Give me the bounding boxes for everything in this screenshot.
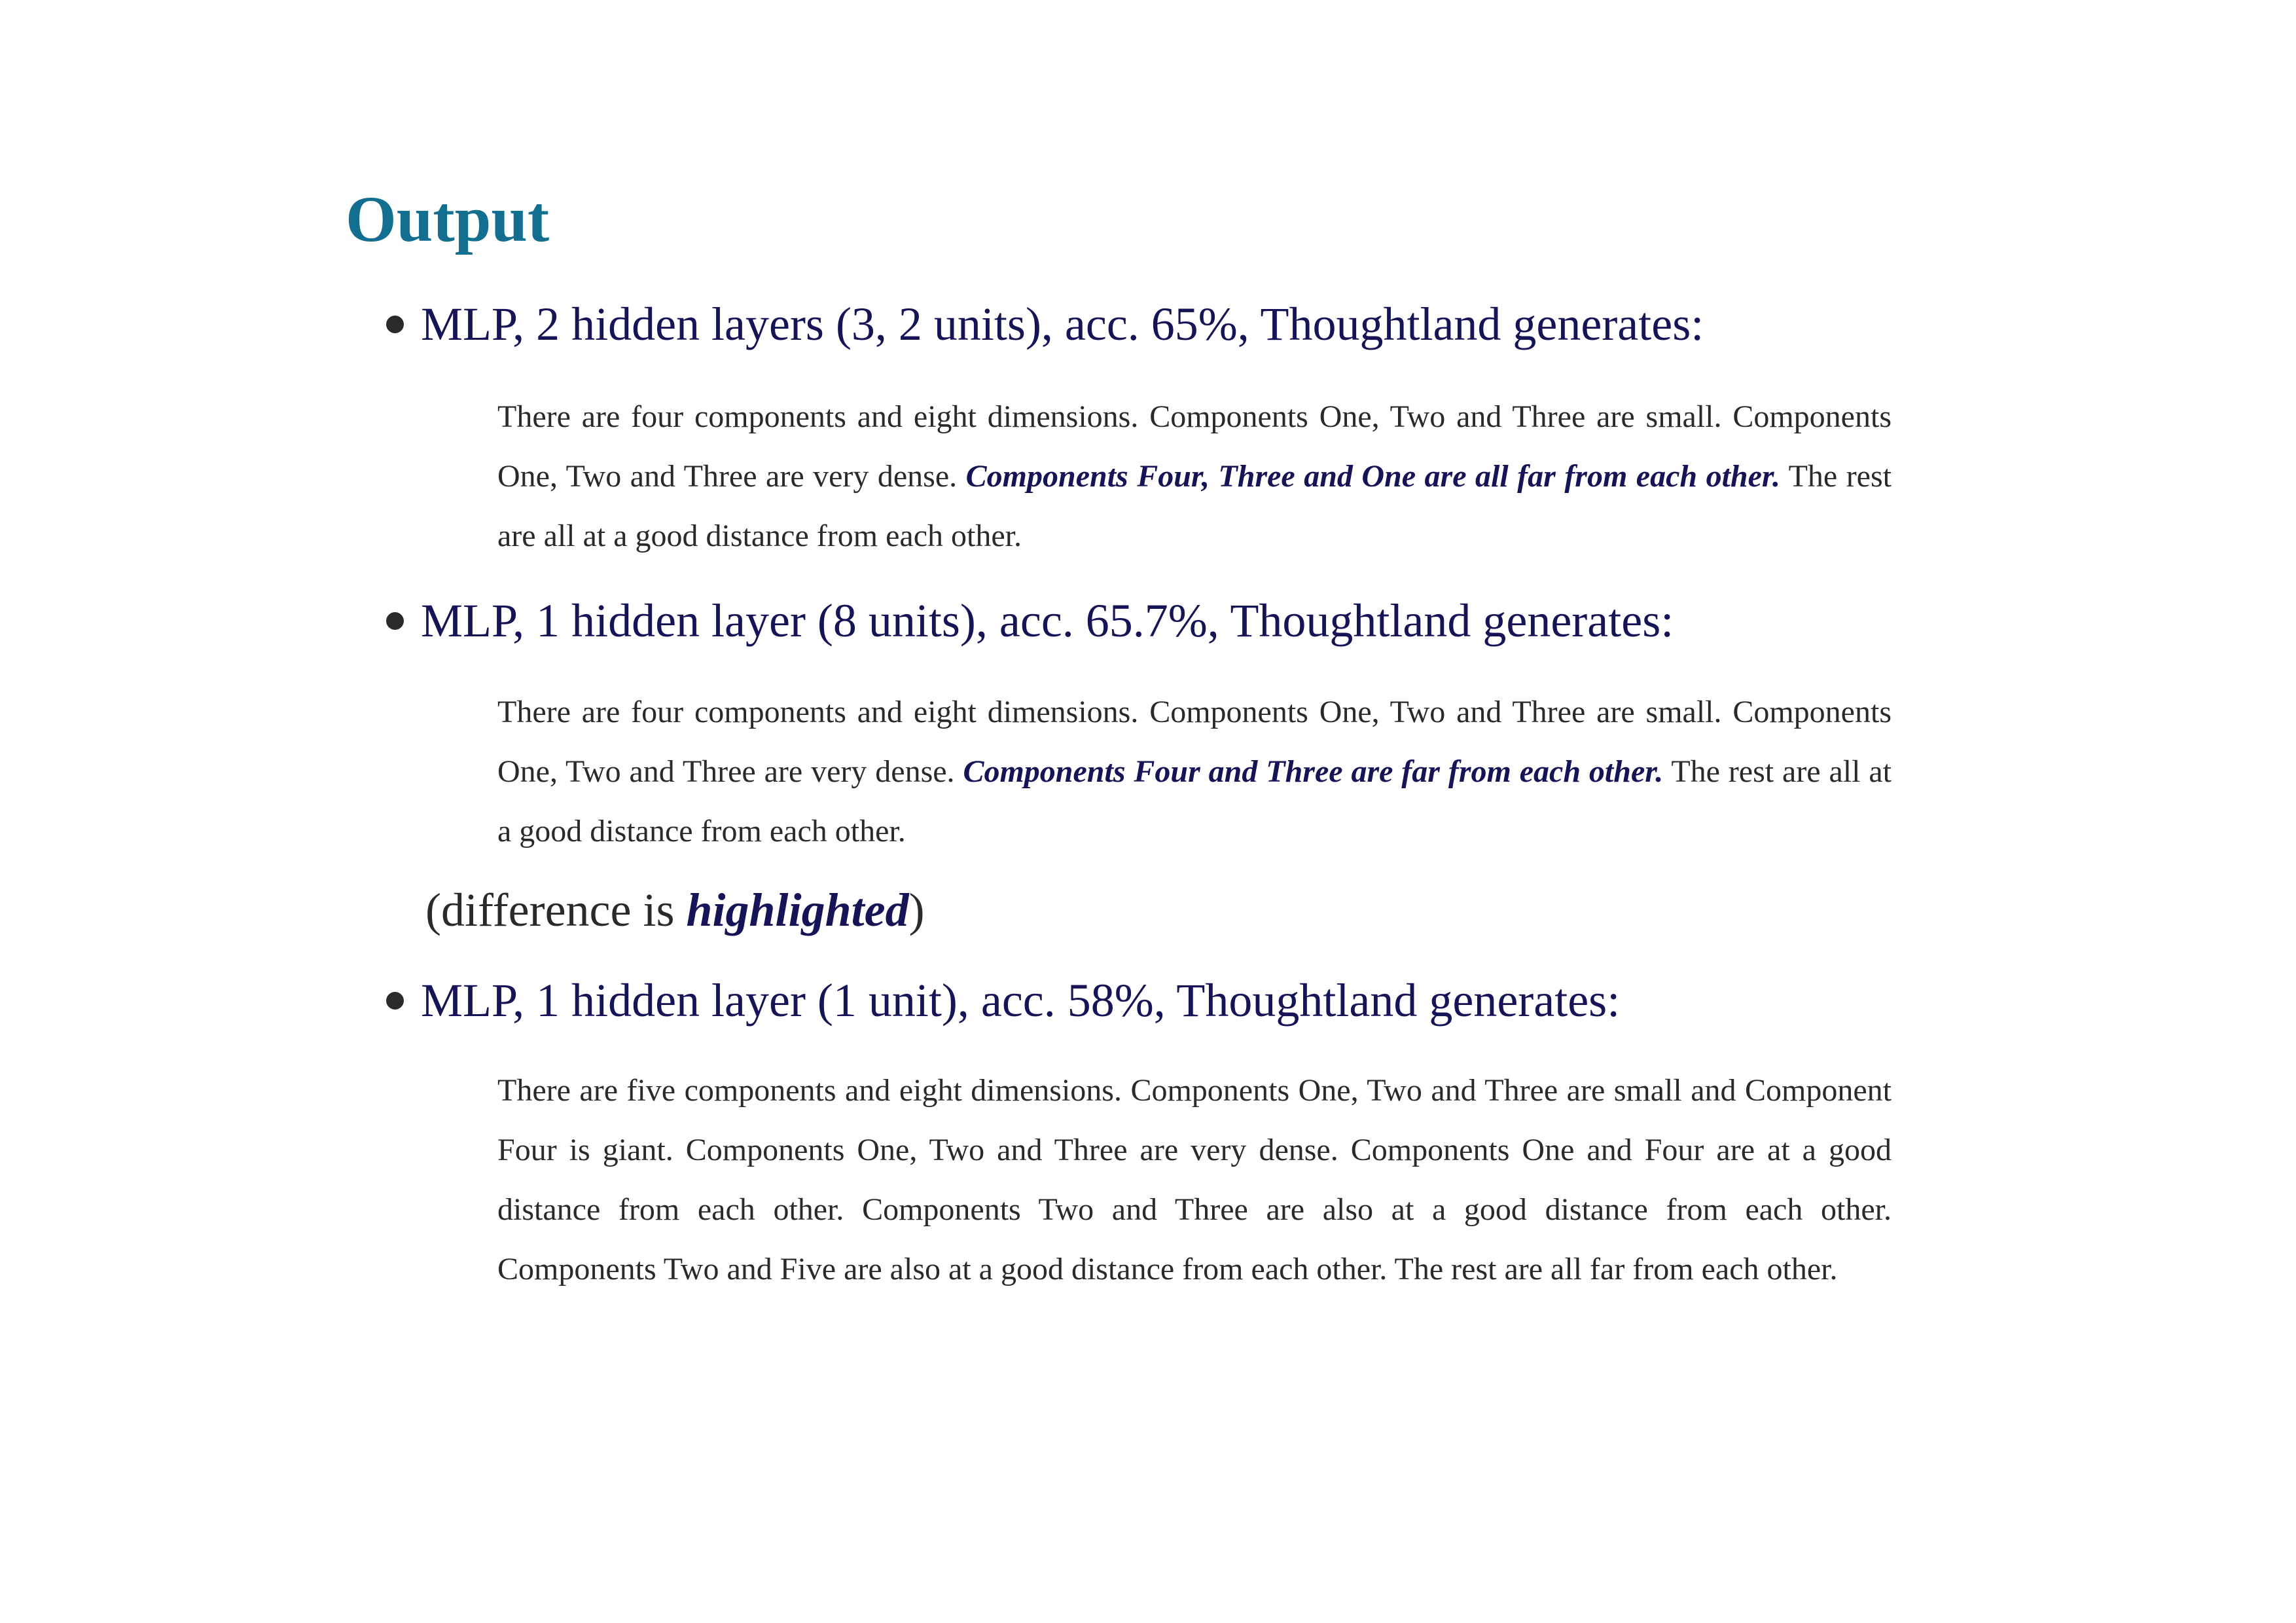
list-item-1-heading-row [386, 291, 1704, 357]
generated-text-highlight: Components Four and Three are far from each other. [963, 754, 1664, 789]
generated-text-highlight: Components Four, Three and One are all far from each other. [965, 459, 1780, 494]
generated-text-before: There are five components and eight dimensions. Components One, Two and Three are small and Component Four is giant. Components One, Two and Three are very dense. Components One and Four are at a good distance from each other. Components Two and Three are also at a good distance from each other. Components Two and Five are also at a good distance from each other. The rest are all far from each other. [497, 1073, 1892, 1286]
list-item-2-heading-row [386, 588, 1674, 653]
note-highlight: highlighted [686, 883, 909, 936]
note-suffix: ) [908, 883, 925, 936]
generated-text-after: The rest are all at a good distance from each other. [497, 459, 1892, 553]
list-item-heading: MLP, 1 hidden layer (8 units), acc. 65.7%, Thoughtland generates: [421, 594, 1674, 647]
generated-text-before: There are four components and eight dimensions. Components One, Two and Three are small. Components One, Two and Three are very dense. [497, 695, 1892, 789]
difference-note [425, 877, 925, 943]
generated-text-after: The rest are all at a good distance from each other. [497, 754, 1892, 848]
list-item-heading: MLP, 1 hidden layer (1 unit), acc. 58%, Thoughtland generates: [421, 974, 1621, 1027]
bullet-icon [386, 612, 404, 630]
note-prefix: (difference is [425, 883, 687, 936]
slide-title: Output [346, 183, 550, 255]
bullet-icon [386, 992, 404, 1010]
generated-text-before: There are four components and eight dimensions. Components One, Two and Three are small. Components One, Two and Three are very dense. [497, 399, 1892, 494]
generated-text-3 [497, 1061, 1892, 1299]
bullet-icon [386, 316, 404, 333]
generated-text-1 [497, 387, 1892, 566]
generated-text-2 [497, 682, 1892, 861]
list-item-heading: MLP, 2 hidden layers (3, 2 units), acc. 65%, Thoughtland generates: [421, 297, 1704, 350]
list-item-3-heading-row [386, 968, 1620, 1033]
